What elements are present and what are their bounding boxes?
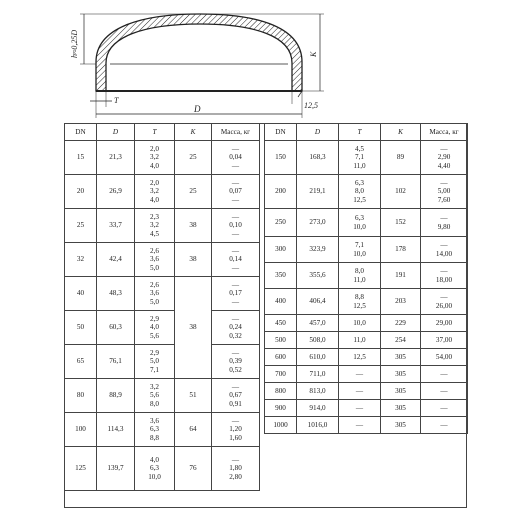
table-row bbox=[65, 413, 260, 447]
mass-cell-value: — bbox=[231, 263, 240, 272]
t-cell-value: 5,0 bbox=[150, 357, 159, 366]
mass-cell-value: 37,00 bbox=[435, 335, 453, 344]
mass-cell bbox=[212, 243, 260, 277]
t-cell-value: 6,3 bbox=[355, 214, 364, 223]
d-cell: 711,0 bbox=[297, 366, 339, 383]
t-cell-value: 3,2 bbox=[150, 221, 159, 230]
d-cell: 610,0 bbox=[297, 349, 339, 366]
mass-cell-value: 0,24 bbox=[229, 323, 242, 332]
t-cell-value: 8,0 bbox=[355, 187, 364, 196]
mass-cell-value: 0,39 bbox=[229, 357, 242, 366]
t-cell-value: 4,0 bbox=[150, 195, 159, 204]
mass-cell-value: — bbox=[231, 297, 240, 306]
t-cell bbox=[135, 413, 175, 447]
mass-cell-value: 0,17 bbox=[229, 289, 242, 298]
mass-cell-value: 0,91 bbox=[229, 399, 242, 408]
t-cell-value: 4,5 bbox=[150, 229, 159, 238]
t-cell-value: 8,0 bbox=[355, 267, 364, 276]
mass-cell-value: 0,32 bbox=[229, 331, 242, 340]
t-cell bbox=[135, 311, 175, 345]
k-cell: 152 bbox=[381, 209, 421, 237]
t-cell-value: 6,3 bbox=[355, 179, 364, 188]
table-row bbox=[65, 379, 260, 413]
mass-cell bbox=[212, 345, 260, 379]
mass-cell bbox=[212, 209, 260, 243]
t-cell-value: 4,0 bbox=[150, 323, 159, 332]
k-cell: 191 bbox=[381, 263, 421, 289]
d-cell: 508,0 bbox=[297, 332, 339, 349]
mass-cell-value: — bbox=[440, 145, 448, 154]
dn-cell: 15 bbox=[65, 141, 97, 175]
mass-cell-value: 0,04 bbox=[229, 153, 242, 162]
h-label: h≈0,25D bbox=[70, 29, 79, 58]
k-label: K bbox=[309, 51, 318, 57]
k-cell: 64 bbox=[175, 413, 212, 447]
mass-cell-value: 2,90 bbox=[437, 153, 451, 162]
d-label: D bbox=[194, 104, 201, 114]
t-cell bbox=[135, 447, 175, 491]
t-cell-value: 7,1 bbox=[355, 153, 364, 162]
k-cell: 305 bbox=[381, 383, 421, 400]
t-cell-value: 10,0 bbox=[353, 222, 366, 231]
table-row bbox=[265, 237, 468, 263]
d-cell: 457,0 bbox=[297, 315, 339, 332]
table-row bbox=[65, 311, 260, 345]
t-cell-value: 6,3 bbox=[150, 464, 159, 473]
table-row bbox=[265, 141, 468, 175]
t-cell-value: 3,2 bbox=[150, 153, 159, 162]
k-cell: 38 bbox=[175, 209, 212, 243]
t-cell-value: 5,0 bbox=[150, 263, 159, 272]
table-row bbox=[265, 383, 468, 400]
d-cell: 88,9 bbox=[97, 379, 135, 413]
table-row bbox=[65, 447, 260, 491]
t-cell-value: 5,6 bbox=[150, 391, 159, 400]
t-cell bbox=[135, 209, 175, 243]
mass-cell-value: 26,00 bbox=[435, 301, 453, 310]
t-cell-value: 2,3 bbox=[150, 213, 159, 222]
k-cell: 38 bbox=[175, 277, 212, 379]
k-cell: 76 bbox=[175, 447, 212, 491]
dn-cell: 20 bbox=[65, 175, 97, 209]
dn-cell: 350 bbox=[265, 263, 297, 289]
d-cell: 406,4 bbox=[297, 289, 339, 315]
mass-cell-value: — bbox=[231, 145, 240, 154]
t-cell-value: 6,3 bbox=[150, 425, 159, 434]
d-cell: 26,9 bbox=[97, 175, 135, 209]
mass-cell-value: — bbox=[231, 213, 240, 222]
t-cell-value: 8,8 bbox=[150, 433, 159, 442]
t-cell-value: 8,8 bbox=[355, 293, 364, 302]
t-cell bbox=[135, 243, 175, 277]
t-cell-value: 4,0 bbox=[150, 456, 159, 465]
header-dn: DN bbox=[265, 124, 297, 141]
t-cell bbox=[339, 209, 381, 237]
dn-cell: 150 bbox=[265, 141, 297, 175]
d-cell: 48,3 bbox=[97, 277, 135, 311]
dn-cell: 1000 bbox=[265, 417, 297, 434]
header-mass: Масса, кг bbox=[212, 124, 260, 141]
t-cell-value: 2,9 bbox=[150, 349, 159, 358]
mass-cell-value: 1,60 bbox=[229, 433, 242, 442]
mass-cell-value: — bbox=[440, 293, 448, 302]
t-cell-value: 5,0 bbox=[150, 297, 159, 306]
mass-cell-value: — bbox=[440, 386, 448, 395]
mass-cell-value: — bbox=[231, 229, 240, 238]
t-cell-value: 8,0 bbox=[150, 399, 159, 408]
mass-cell bbox=[421, 237, 468, 263]
t-cell-value: 10,0 bbox=[148, 472, 161, 481]
t-cell-value: — bbox=[355, 403, 364, 412]
mass-cell bbox=[421, 315, 468, 332]
t-cell bbox=[339, 349, 381, 366]
k-cell: 305 bbox=[381, 349, 421, 366]
t-cell-value: 4,0 bbox=[150, 161, 159, 170]
table-row bbox=[265, 175, 468, 209]
t-cell bbox=[135, 379, 175, 413]
t-cell bbox=[135, 141, 175, 175]
t-cell bbox=[339, 289, 381, 315]
t-cell-value: 2,6 bbox=[150, 281, 159, 290]
mass-cell-value: — bbox=[440, 179, 448, 188]
mass-cell-value: — bbox=[231, 161, 240, 170]
mass-cell-value: — bbox=[231, 247, 240, 256]
mass-cell bbox=[421, 417, 468, 434]
header-d: D bbox=[297, 124, 339, 141]
dn-cell: 700 bbox=[265, 366, 297, 383]
mass-cell-value: — bbox=[440, 420, 448, 429]
d-cell: 323,9 bbox=[297, 237, 339, 263]
dn-cell: 125 bbox=[65, 447, 97, 491]
t-cell bbox=[339, 366, 381, 383]
header-dn: DN bbox=[65, 124, 97, 141]
k-cell: 25 bbox=[175, 141, 212, 175]
d-cell: 219,1 bbox=[297, 175, 339, 209]
k-cell: 203 bbox=[381, 289, 421, 315]
mass-cell bbox=[421, 332, 468, 349]
mass-cell bbox=[421, 175, 468, 209]
table-row bbox=[265, 366, 468, 383]
t-cell bbox=[339, 237, 381, 263]
t-cell-value: 11,0 bbox=[353, 335, 366, 344]
dn-cell: 450 bbox=[265, 315, 297, 332]
d-cell: 914,0 bbox=[297, 400, 339, 417]
t-cell-value: 10,0 bbox=[353, 249, 366, 258]
mass-cell bbox=[421, 366, 468, 383]
k-cell: 305 bbox=[381, 417, 421, 434]
dn-cell: 100 bbox=[65, 413, 97, 447]
mass-cell bbox=[212, 413, 260, 447]
mass-cell-value: — bbox=[231, 456, 240, 465]
t-cell-value: 10,0 bbox=[353, 318, 366, 327]
d-cell: 76,1 bbox=[97, 345, 135, 379]
mass-cell-value: — bbox=[440, 369, 448, 378]
t-cell-value: 12,5 bbox=[353, 352, 366, 361]
header-mass: Масса, кг bbox=[421, 124, 468, 141]
t-cell bbox=[339, 141, 381, 175]
mass-cell-value: 0,67 bbox=[229, 391, 242, 400]
t-label: T bbox=[114, 96, 119, 105]
mass-cell bbox=[212, 311, 260, 345]
table-row bbox=[65, 345, 260, 379]
d-cell: 33,7 bbox=[97, 209, 135, 243]
mass-cell-value: — bbox=[231, 179, 240, 188]
table-row bbox=[265, 417, 468, 434]
header-d: D bbox=[97, 124, 135, 141]
t-cell bbox=[339, 400, 381, 417]
t-cell-value: 5,6 bbox=[150, 331, 159, 340]
mass-cell bbox=[421, 383, 468, 400]
k-cell: 254 bbox=[381, 332, 421, 349]
mass-cell bbox=[212, 447, 260, 491]
t-cell bbox=[339, 417, 381, 434]
t-cell-value: 3,6 bbox=[150, 289, 159, 298]
dn-cell: 600 bbox=[265, 349, 297, 366]
mass-cell-value: 14,00 bbox=[435, 249, 453, 258]
dn-cell: 500 bbox=[265, 332, 297, 349]
mass-cell-value: — bbox=[440, 241, 448, 250]
d-cell: 813,0 bbox=[297, 383, 339, 400]
t-cell bbox=[135, 175, 175, 209]
mass-cell bbox=[421, 289, 468, 315]
mass-cell-value: — bbox=[231, 349, 240, 358]
t-cell bbox=[135, 277, 175, 311]
t-cell-value: 12,5 bbox=[353, 301, 366, 310]
mass-cell-value: 1,80 bbox=[229, 464, 242, 473]
mass-cell bbox=[421, 209, 468, 237]
mass-cell-value: 0,07 bbox=[229, 187, 242, 196]
t-cell-value: 7,1 bbox=[355, 241, 364, 250]
dimensions-table-left bbox=[64, 123, 260, 491]
header-k: K bbox=[381, 124, 421, 141]
dimensions-table-right bbox=[264, 123, 468, 434]
t-cell-value: 2,6 bbox=[150, 247, 159, 256]
table-row bbox=[65, 209, 260, 243]
dn-cell: 400 bbox=[265, 289, 297, 315]
t-cell-value: 3,6 bbox=[150, 255, 159, 264]
dn-cell: 300 bbox=[265, 237, 297, 263]
mass-cell-value: 7,60 bbox=[437, 195, 451, 204]
mass-cell-value: 0,10 bbox=[229, 221, 242, 230]
table-row bbox=[265, 209, 468, 237]
t-cell-value: 7,1 bbox=[150, 365, 159, 374]
dn-cell: 200 bbox=[265, 175, 297, 209]
mass-cell bbox=[421, 141, 468, 175]
dn-cell: 50 bbox=[65, 311, 97, 345]
table-row bbox=[265, 315, 468, 332]
d-cell: 139,7 bbox=[97, 447, 135, 491]
t-cell-value: 11,0 bbox=[353, 161, 366, 170]
t-cell bbox=[135, 345, 175, 379]
mass-cell bbox=[212, 379, 260, 413]
table-row bbox=[65, 277, 260, 311]
k-cell: 89 bbox=[381, 141, 421, 175]
t-cell bbox=[339, 175, 381, 209]
mass-cell bbox=[421, 263, 468, 289]
mass-cell bbox=[212, 277, 260, 311]
t-cell-value: 3,2 bbox=[150, 187, 159, 196]
t-cell bbox=[339, 315, 381, 332]
t-cell-value: 3,6 bbox=[150, 417, 159, 426]
t-cell-value: — bbox=[355, 420, 364, 429]
table-header-row bbox=[265, 124, 468, 141]
mass-cell-value: 4,40 bbox=[437, 161, 451, 170]
d-cell: 355,6 bbox=[297, 263, 339, 289]
mass-cell-value: 2,80 bbox=[229, 472, 242, 481]
table-row bbox=[65, 141, 260, 175]
d-cell: 114,3 bbox=[97, 413, 135, 447]
mass-cell-value: — bbox=[440, 403, 448, 412]
d-cell: 60,3 bbox=[97, 311, 135, 345]
mass-cell bbox=[212, 175, 260, 209]
t-cell-value: 2,9 bbox=[150, 315, 159, 324]
t-cell-value: 12,5 bbox=[353, 195, 366, 204]
t-cell bbox=[339, 263, 381, 289]
k-cell: 102 bbox=[381, 175, 421, 209]
mass-cell-value: 54,00 bbox=[435, 352, 453, 361]
header-t: T bbox=[135, 124, 175, 141]
mass-cell bbox=[421, 400, 468, 417]
mass-cell-value: — bbox=[231, 417, 240, 426]
mass-cell bbox=[421, 349, 468, 366]
d-cell: 1016,0 bbox=[297, 417, 339, 434]
mass-cell-value: 18,00 bbox=[435, 275, 453, 284]
cap-wall-section bbox=[96, 14, 302, 91]
mass-cell-value: 1,20 bbox=[229, 425, 242, 434]
k-cell: 229 bbox=[381, 315, 421, 332]
d-cell: 42,4 bbox=[97, 243, 135, 277]
t-cell-value: — bbox=[355, 369, 364, 378]
dn-cell: 80 bbox=[65, 379, 97, 413]
t-cell bbox=[339, 332, 381, 349]
d-cell: 21,3 bbox=[97, 141, 135, 175]
d-cell: 273,0 bbox=[297, 209, 339, 237]
k-cell: 305 bbox=[381, 400, 421, 417]
t-cell-value: 2,0 bbox=[150, 179, 159, 188]
mass-cell-value: 0,14 bbox=[229, 255, 242, 264]
t-cell-value: 3,2 bbox=[150, 383, 159, 392]
t-cell bbox=[339, 383, 381, 400]
dn-cell: 32 bbox=[65, 243, 97, 277]
k-cell: 38 bbox=[175, 243, 212, 277]
k-cell: 178 bbox=[381, 237, 421, 263]
k-cell: 51 bbox=[175, 379, 212, 413]
k-cell: 25 bbox=[175, 175, 212, 209]
t-cell-value: 4,5 bbox=[355, 145, 364, 154]
mass-cell-value: — bbox=[231, 315, 240, 324]
dn-cell: 250 bbox=[265, 209, 297, 237]
k-cell: 305 bbox=[381, 366, 421, 383]
mass-cell-value: — bbox=[231, 281, 240, 290]
table-header-row bbox=[65, 124, 260, 141]
table-row bbox=[265, 349, 468, 366]
t-cell-value: 11,0 bbox=[353, 275, 366, 284]
dn-cell: 900 bbox=[265, 400, 297, 417]
d-cell: 168,3 bbox=[297, 141, 339, 175]
table-row bbox=[65, 243, 260, 277]
table-row bbox=[65, 175, 260, 209]
dn-cell: 40 bbox=[65, 277, 97, 311]
mass-cell-value: 5,00 bbox=[437, 187, 451, 196]
cap-drawing bbox=[0, 0, 526, 118]
header-k: K bbox=[175, 124, 212, 141]
mass-cell-value: 29,00 bbox=[435, 318, 453, 327]
edge-label: 12,5 bbox=[304, 101, 318, 110]
table-row bbox=[265, 332, 468, 349]
mass-cell-value: — bbox=[440, 214, 448, 223]
dn-cell: 65 bbox=[65, 345, 97, 379]
mass-cell-value: — bbox=[231, 195, 240, 204]
mass-cell bbox=[212, 141, 260, 175]
table-row bbox=[265, 263, 468, 289]
t-cell-value: — bbox=[355, 386, 364, 395]
dn-cell: 800 bbox=[265, 383, 297, 400]
table-row bbox=[265, 400, 468, 417]
mass-cell-value: — bbox=[440, 267, 448, 276]
mass-cell-value: — bbox=[231, 383, 240, 392]
header-t: T bbox=[339, 124, 381, 141]
table-row bbox=[265, 289, 468, 315]
dn-cell: 25 bbox=[65, 209, 97, 243]
t-cell-value: 2,0 bbox=[150, 145, 159, 154]
mass-cell-value: 0,52 bbox=[229, 365, 242, 374]
mass-cell-value: 9,80 bbox=[437, 222, 451, 231]
